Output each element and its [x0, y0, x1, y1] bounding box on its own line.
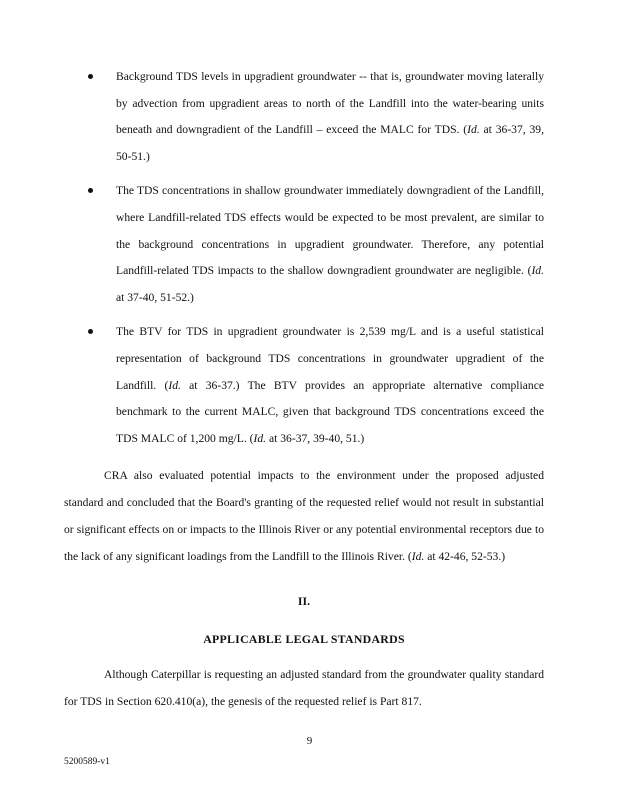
page-number: 9 — [306, 735, 313, 747]
bullet-text: The TDS concentrations in shallow groundwater immediately downgradient of the Landfill, where Landfill-related TDS effects would be expected to be most prevalent, are similar to the background concentrations in upgradient groundwater. Therefore, any potential Landfill-related TDS impacts to the shallow downgradient groundwater are negligible. (Id. at 37-40, 51-52.) — [116, 184, 544, 304]
bullet-text: Background TDS levels in upgradient groundwater -- that is, groundwater moving laterally by advection from upgradient areas to north of the Landfill into the water-bearing units beneath and downgradient of the Landfill – exceed the MALC for TDS. (Id. at 36-37, 39, 50-51.) — [116, 70, 544, 163]
findings-bullet-list — [88, 64, 544, 460]
document-id: 5200589-v1 — [64, 757, 110, 767]
list-item — [88, 319, 544, 452]
legal-standards-paragraph: Although Caterpillar is requesting an adjusted standard from the groundwater quality standard for TDS in Section 620.410(a), the genesis of the requested relief is Part 817. — [64, 668, 544, 708]
list-item — [88, 64, 544, 170]
section-title: APPLICABLE LEGAL STANDARDS — [203, 632, 405, 646]
section-number: II. — [297, 594, 311, 608]
bullet-icon — [88, 329, 93, 334]
bullet-icon — [88, 188, 93, 193]
environment-impact-paragraph: CRA also evaluated potential impacts to the environment under the proposed adjusted standard and concluded that the Board's granting of the requested relief would not result in substantial or significant effects on or impacts to the Illinois River or any potential environmental receptors due to the lack of any significant loadings from the Landfill to the Illinois River. (Id. at 42-46, 52-53.) — [64, 469, 544, 563]
list-item — [88, 178, 544, 311]
bullet-icon — [88, 74, 93, 79]
bullet-text: The BTV for TDS in upgradient groundwater is 2,539 mg/L and is a useful statistical representation of background TDS concentrations in groundwater upgradient of the Landfill. (Id. at 36-37.) The BTV provides an appropriate alternative compliance benchmark to the current MALC, given that background TDS concentrations exceed the TDS MALC of 1,200 mg/L. (Id. at 36-37, 39-40, 51.) — [116, 325, 544, 445]
